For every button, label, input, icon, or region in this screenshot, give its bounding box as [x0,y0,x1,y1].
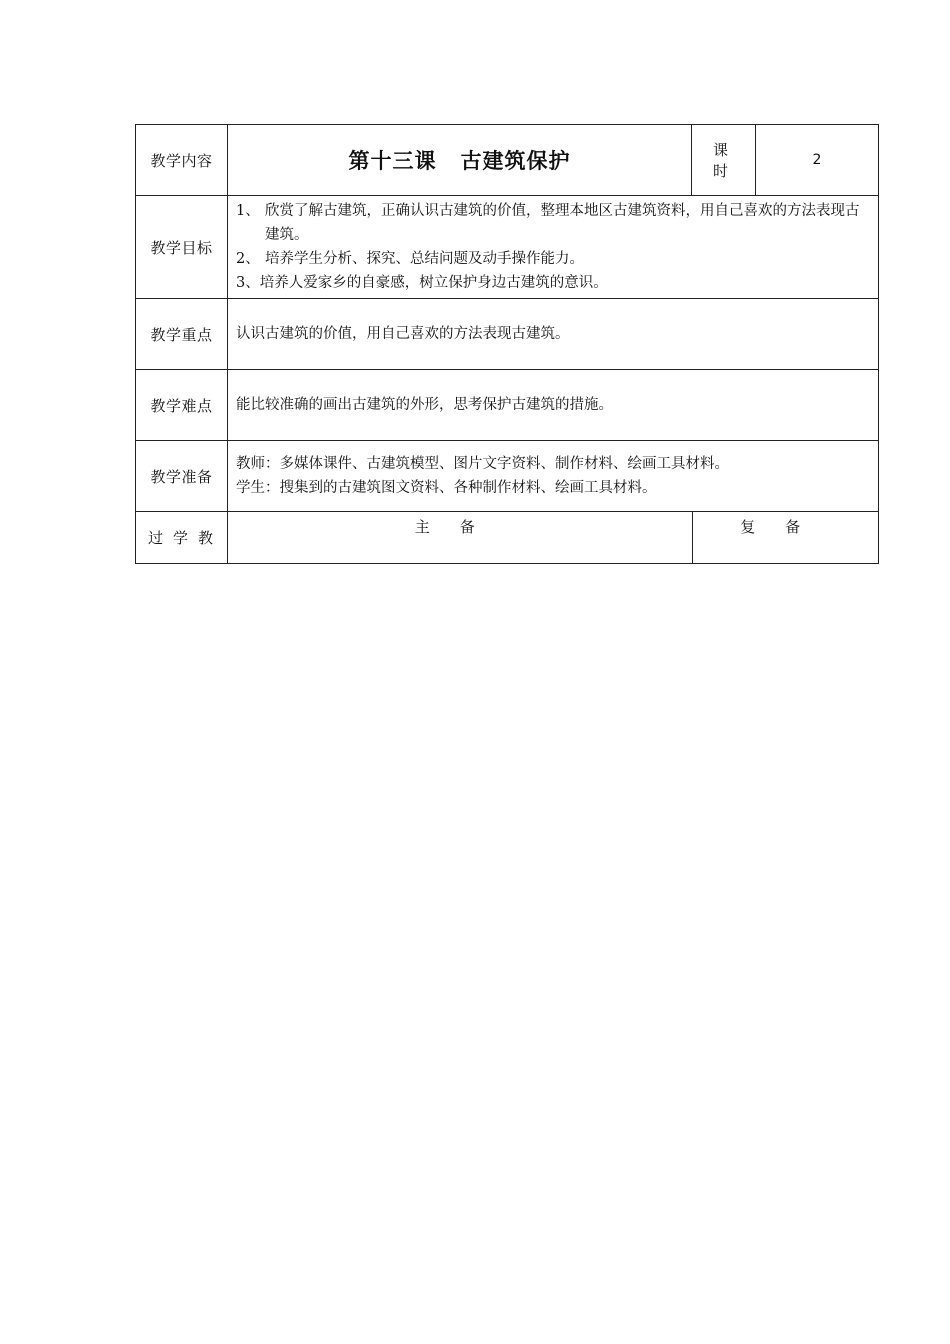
process-row [136,512,879,564]
process-content [228,512,879,564]
process-subtable [228,512,878,563]
preparation-label: 教学准备 [136,441,228,512]
difficulties-row [136,370,879,441]
header-row [136,125,879,196]
objectives-row [136,196,879,299]
difficulties-label: 教学难点 [136,370,228,441]
key-points-row [136,299,879,370]
objectives-content [228,196,879,299]
lesson-plan-table [135,124,879,564]
objectives-label: 教学目标 [136,196,228,299]
objective-item: 1、 欣赏了解古建筑，正确认识古建筑的价值，整理本地区古建筑资料，用自己喜欢的方法表现古建筑。 [236,203,860,243]
key-points-label: 教学重点 [136,299,228,370]
lesson-number: 第十三课 [348,148,437,173]
key-points-text: 认识古建筑的价值，用自己喜欢的方法表现古建筑。 [228,299,879,370]
objective-item: 2、 培养学生分析、探究、总结问题及动手操作能力。 [236,251,584,267]
process-label: 过学教 [136,512,228,564]
difficulties-text: 能比较准确的画出古建筑的外形，思考保护古建筑的措施。 [228,370,879,441]
hours-value: 2 [756,125,879,196]
hours-label: 课时 [692,125,756,196]
content-label: 教学内容 [136,125,228,196]
objective-item: 3、培养人爱家乡的自豪感，树立保护身边古建筑的意识。 [236,275,608,291]
main-prep-header: 主备 [414,518,505,536]
teacher-preparation: 教师：多媒体课件、古建筑模型、图片文字资料、制作材料、绘画工具材料。 [236,456,729,472]
lesson-name: 古建筑保护 [460,148,571,173]
re-prep-header: 复备 [692,512,878,563]
preparation-row [136,441,879,512]
preparation-content [228,441,879,512]
student-preparation: 学生：搜集到的古建筑图文资料、各种制作材料、绘画工具材料。 [236,480,657,496]
lesson-title [228,125,692,196]
